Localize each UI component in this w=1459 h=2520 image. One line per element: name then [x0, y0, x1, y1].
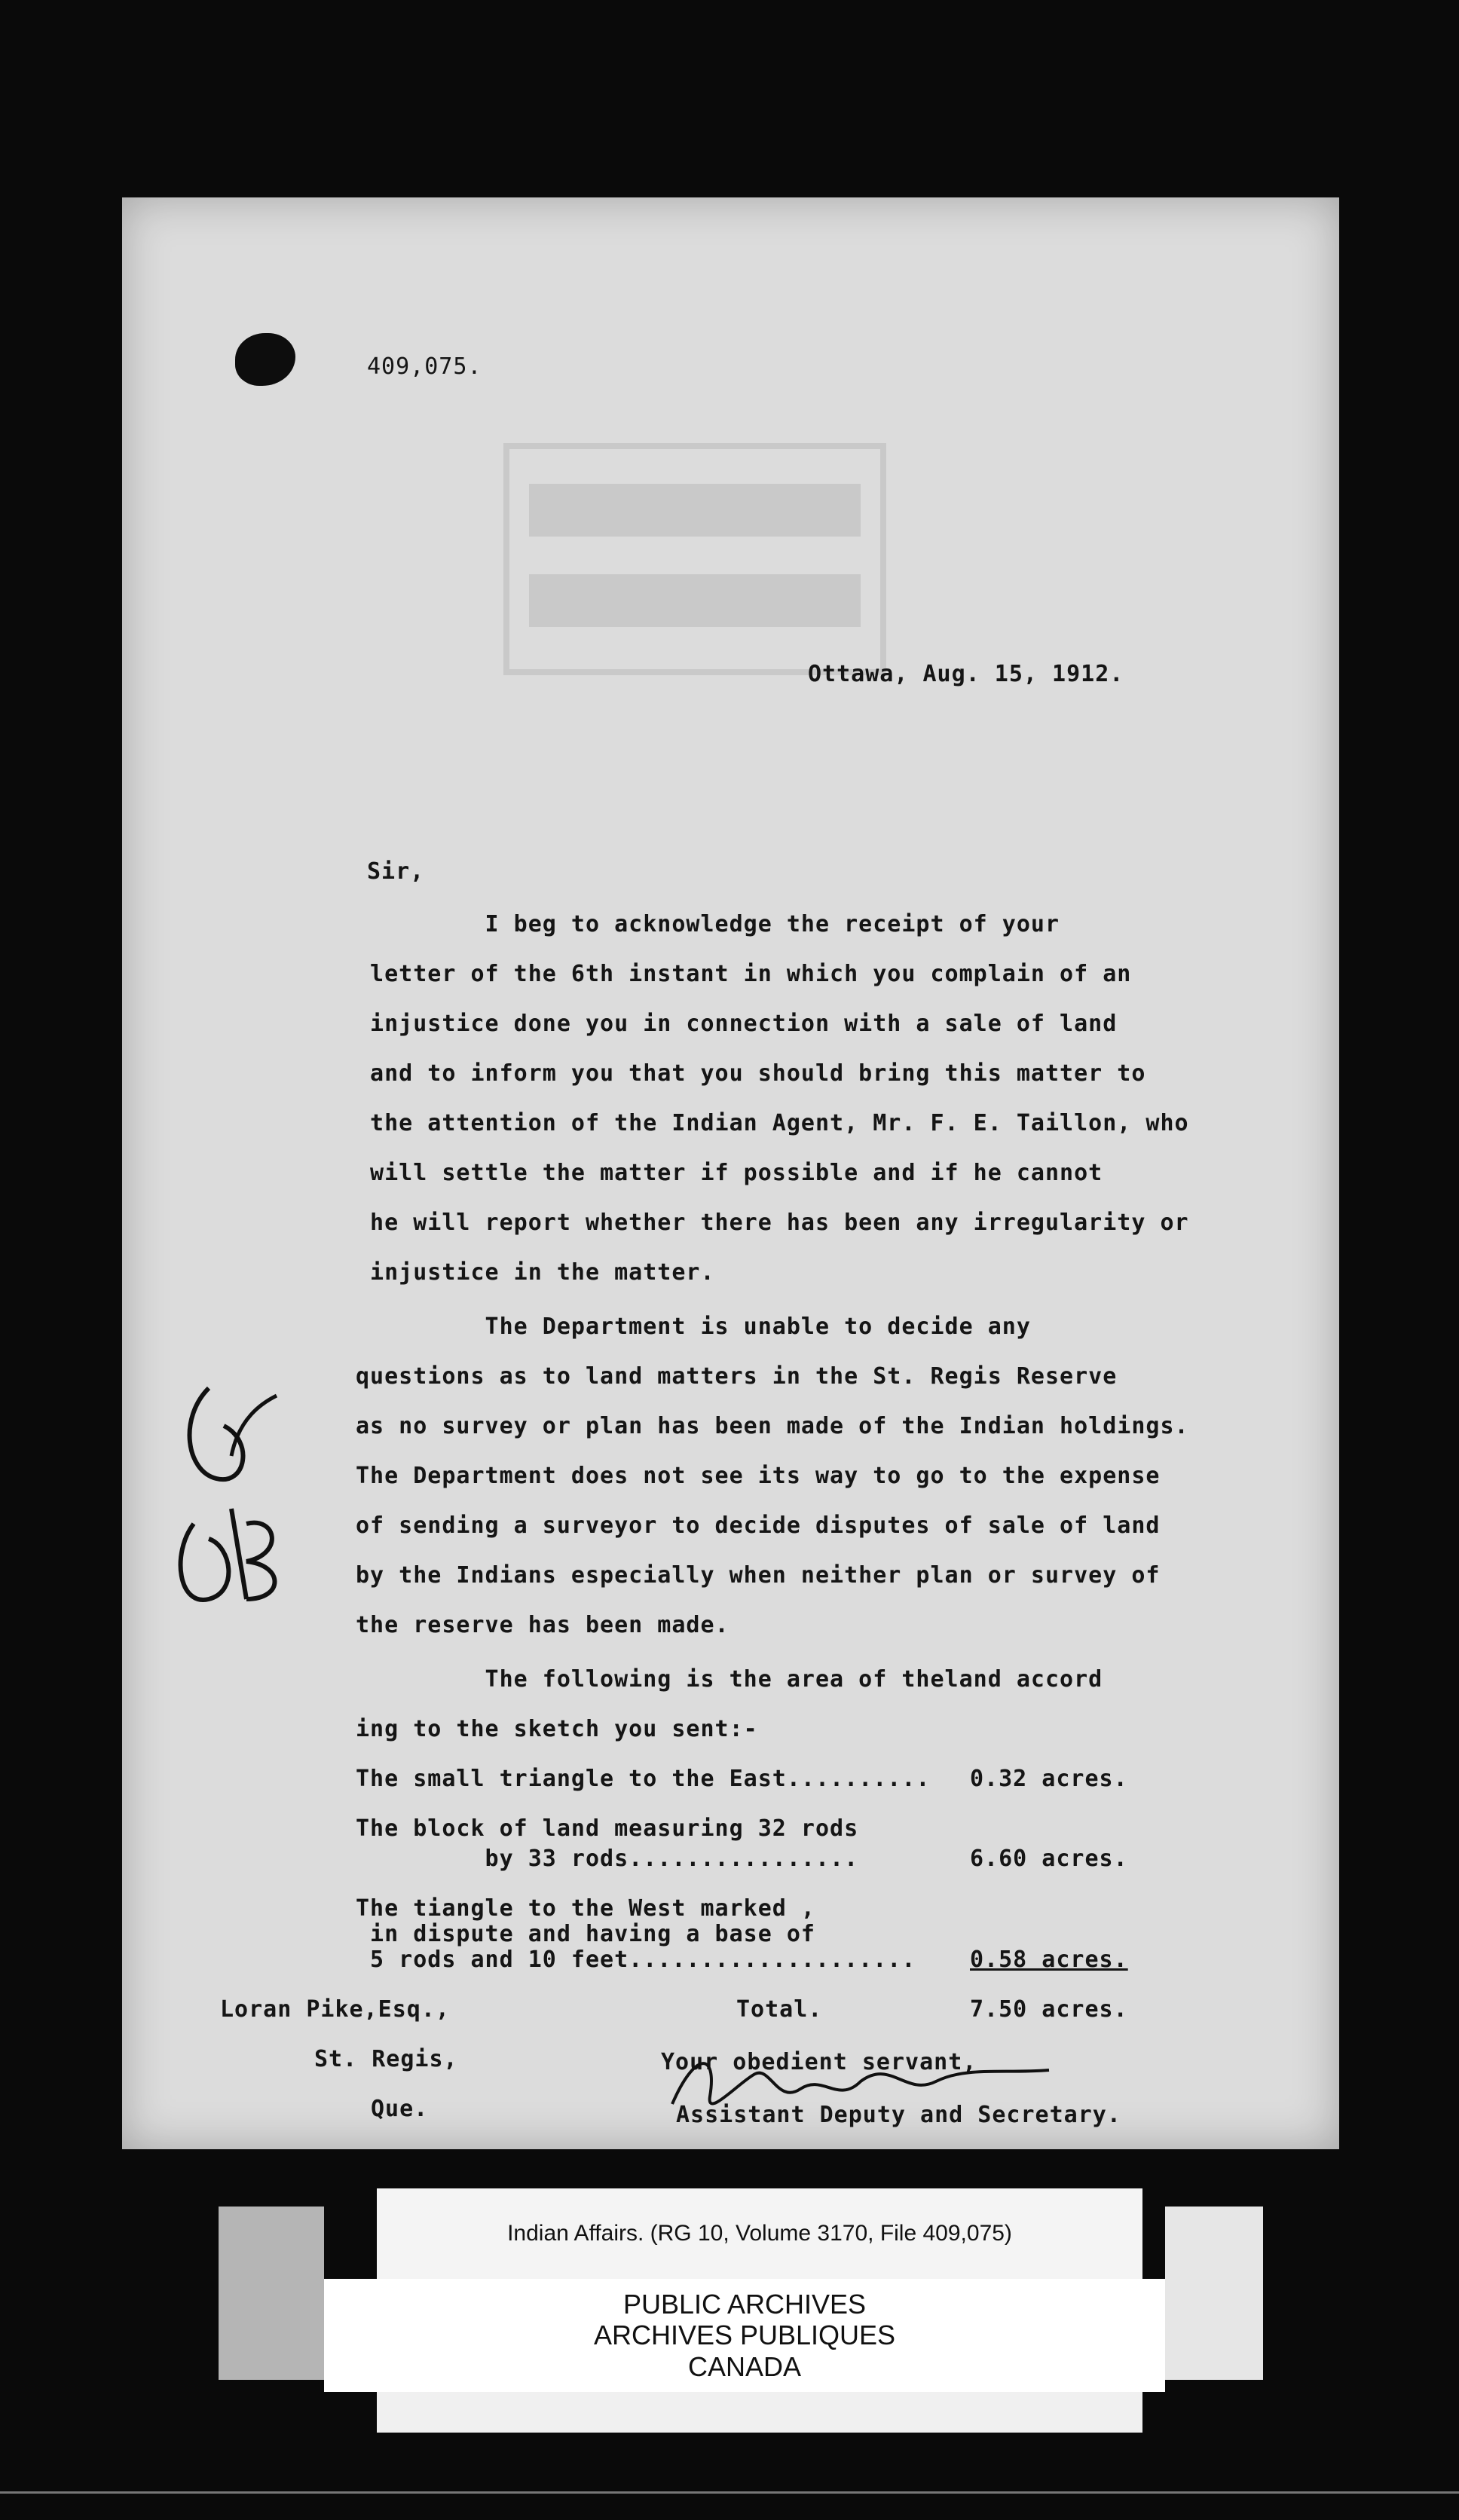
area-description: 5 rods and 10 feet.................... [356, 1947, 916, 1973]
archive-line: CANADA [687, 2350, 802, 2382]
addressee-line: St. Regis, [314, 2046, 458, 2072]
total-value: 7.50 acres. [970, 1996, 1128, 2023]
total-label: Total. [736, 1996, 823, 2023]
body-line: of sending a surveyor to decide disputes of sale of land [356, 1512, 1161, 1539]
body-line: and to inform you that you should bring this matter to [356, 1060, 1146, 1087]
body-line: injustice in the matter. [356, 1259, 715, 1286]
area-description: The block of land measuring 32 rods [356, 1815, 859, 1842]
body-line: as no survey or plan has been made of the Indian holdings. [356, 1413, 1189, 1439]
label-lower-strip [377, 2392, 1142, 2433]
body-line: questions as to land matters in the St. Regis Reserve [356, 1363, 1118, 1390]
citation-text: Indian Affairs. (RG 10, Volume 3170, File 409,075) [507, 2221, 1012, 2246]
body-line: The Department is unable to decide any [356, 1314, 1031, 1340]
body-line: the attention of the Indian Agent, Mr. F. E. Taillon, who [356, 1110, 1189, 1136]
body-line: will settle the matter if possible and if he cannot [356, 1160, 1103, 1186]
addressee-line: Loran Pike,Esq., [220, 1996, 450, 2023]
body-line: ing to the sketch you sent:- [356, 1716, 758, 1742]
body-line: The Department does not see its way to go to the expense [356, 1463, 1161, 1489]
body-line: injustice done you in connection with a sale of land [356, 1011, 1118, 1037]
body-line: he will report whether there has been any irregularity or [356, 1210, 1189, 1236]
area-description: in dispute and having a base of [356, 1921, 815, 1947]
addressee-line: Que. [371, 2096, 429, 2122]
archive-line: ARCHIVES PUBLIQUES [593, 2320, 896, 2351]
area-description: by 33 rods................ [356, 1846, 859, 1872]
body-line: I beg to acknowledge the receipt of your [356, 911, 1060, 937]
letter-page [122, 197, 1339, 2149]
area-description: The small triangle to the East.......... [356, 1766, 931, 1792]
archive-line: PUBLIC ARCHIVES [622, 2288, 867, 2320]
body-line: The following is the area of theland accord [356, 1666, 1103, 1693]
archive-stamp [324, 2279, 1165, 2392]
signatory-title: Assistant Deputy and Secretary. [676, 2102, 1121, 2128]
area-value: 0.58 acres. [970, 1947, 1128, 1973]
area-value: 6.60 acres. [970, 1846, 1128, 1872]
body-line: by the Indians especially when neither plan or survey of [356, 1562, 1161, 1589]
marginal-initials [164, 1373, 299, 1622]
dateline: Ottawa, Aug. 15, 1912. [808, 661, 1124, 687]
body-line: letter of the 6th instant in which you complain of an [356, 961, 1132, 987]
salutation: Sir, [367, 858, 425, 885]
signature [665, 2036, 1057, 2134]
archive-citation [377, 2188, 1142, 2279]
closing: Your obedient servant, [661, 2049, 977, 2075]
body-line: the reserve has been made. [356, 1612, 730, 1638]
file-reference: 409,075. [367, 353, 482, 380]
film-edge-right [1165, 2207, 1263, 2380]
film-bottom-rule [0, 2491, 1459, 2494]
film-edge-left [219, 2207, 324, 2380]
faded-stamp [499, 439, 891, 680]
punch-hole [235, 333, 295, 386]
area-description: The tiangle to the West marked , [356, 1895, 815, 1922]
area-value: 0.32 acres. [970, 1766, 1128, 1792]
